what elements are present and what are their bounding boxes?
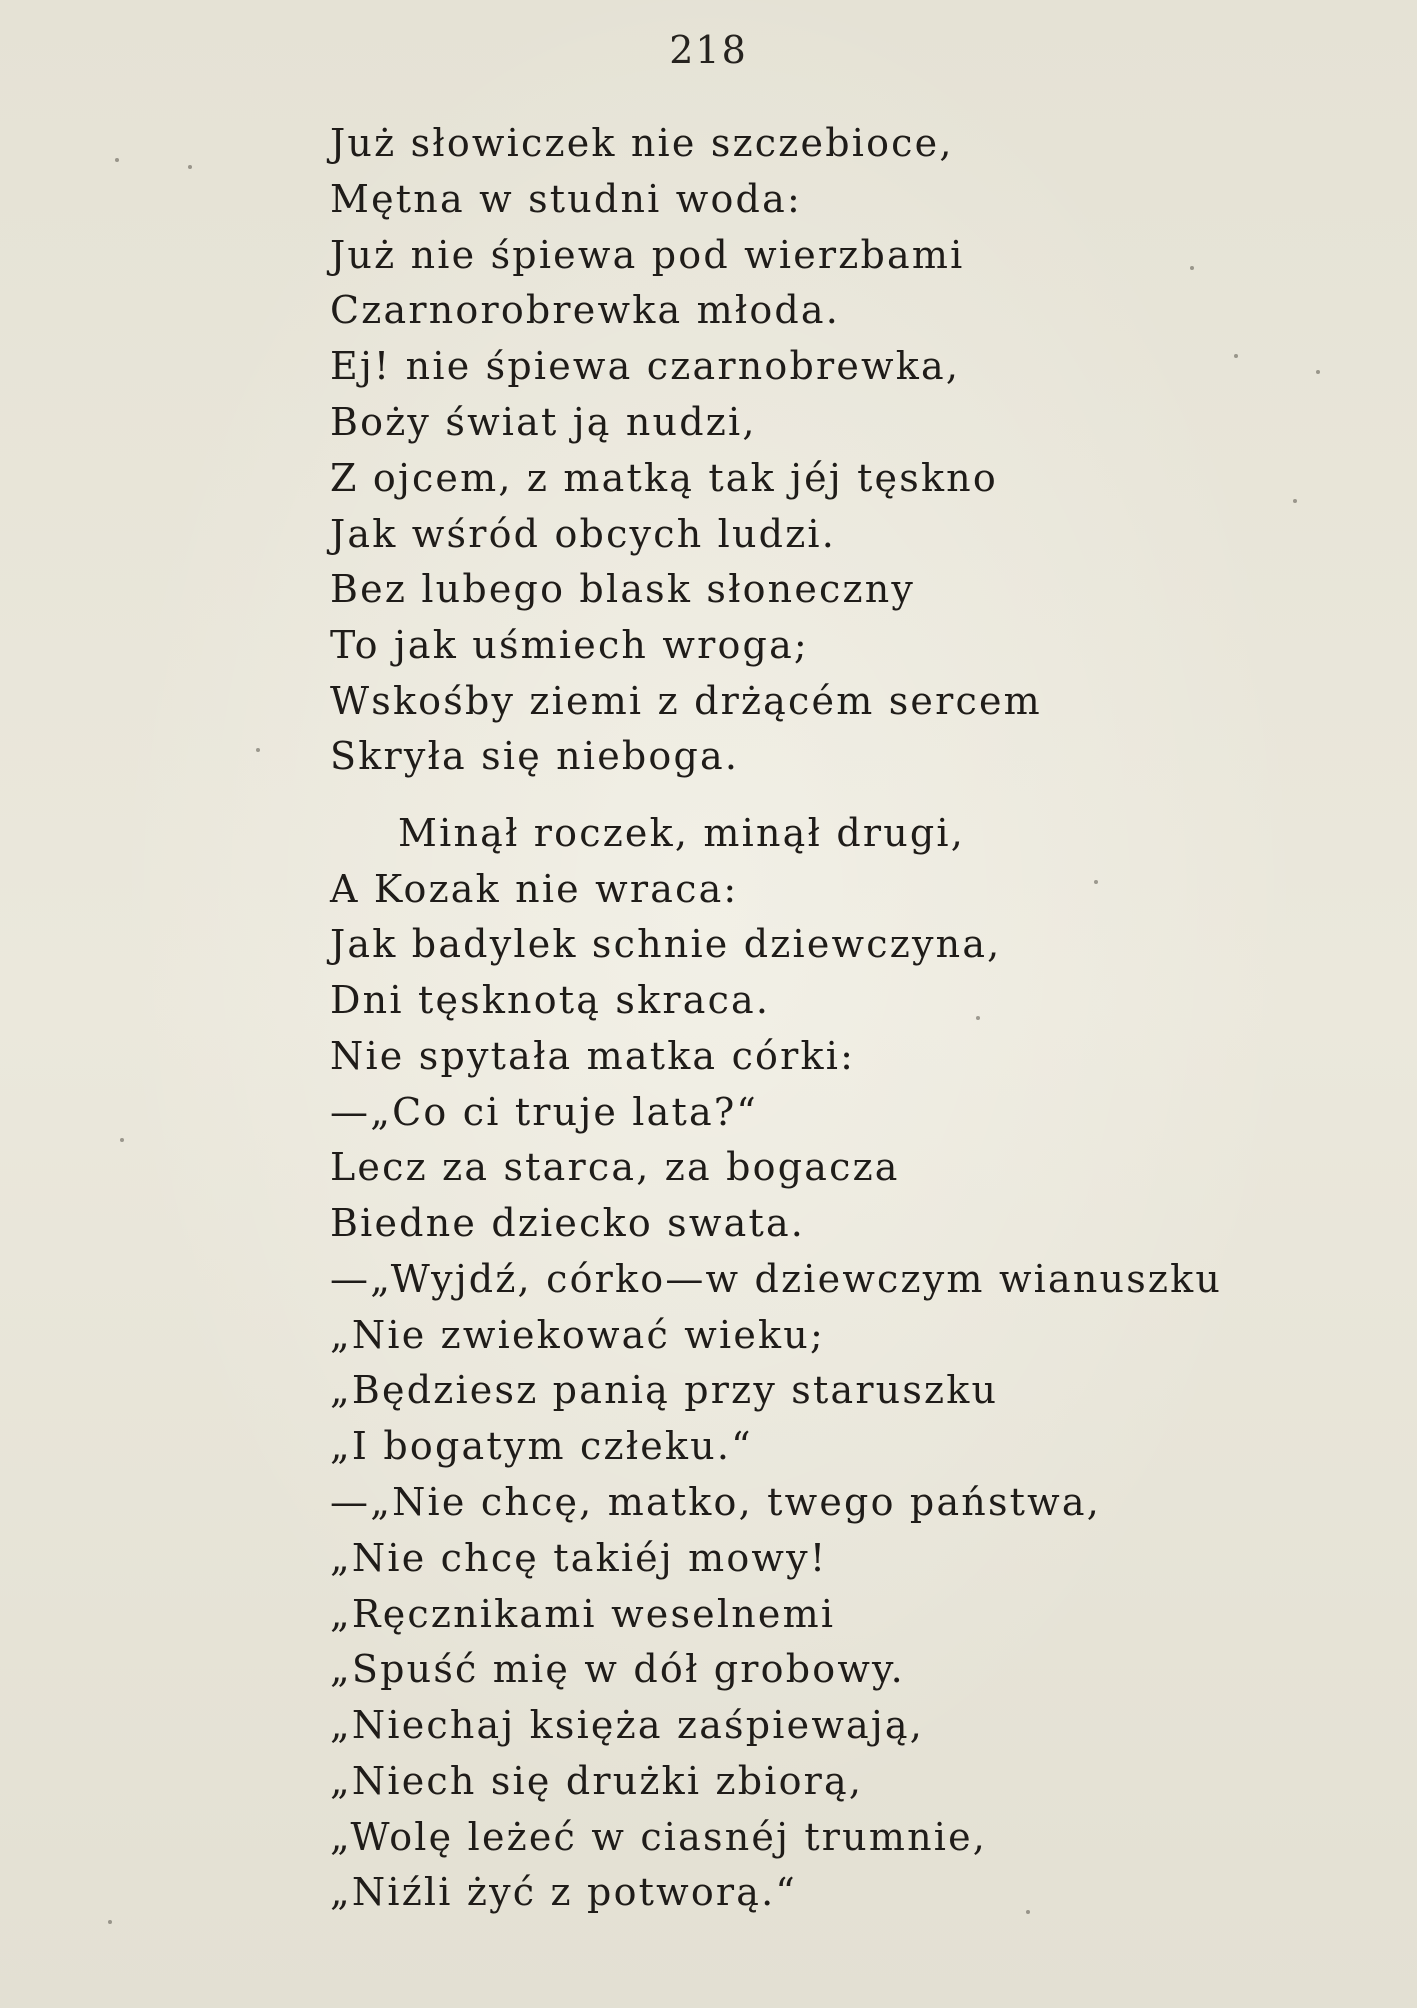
poem-line: Bez lubego blask słoneczny [330, 567, 916, 611]
poem-line: „Niech się drużki zbiorą, [330, 1759, 864, 1803]
paper-speck [1094, 880, 1098, 884]
poem-line: „Nie chcę takiéj mowy! [330, 1536, 828, 1580]
poem-line: Jak badylek schnie dziewczyna, [330, 922, 1002, 966]
poem-line: Nie spytała matka córki: [330, 1034, 856, 1078]
paper-speck [1026, 1910, 1030, 1914]
poem-line: A Kozak nie wraca: [330, 867, 739, 911]
paper-speck [120, 1138, 124, 1142]
poem-line: „Ręcznikami weselnemi [330, 1592, 836, 1636]
poem-line: Ej! nie śpiewa czarnobrewka, [330, 344, 961, 388]
poem-line: „I bogatym człeku.“ [330, 1424, 753, 1468]
poem-line: „Wolę leżeć w ciasnéj trumnie, [330, 1815, 988, 1859]
poem-line: „Spuść mię w dół grobowy. [330, 1647, 905, 1691]
paper-speck [256, 748, 260, 752]
paper-speck [115, 158, 119, 162]
poem-line: Mętna w studni woda: [330, 177, 802, 221]
paper-speck [188, 165, 192, 169]
poem-line: —„Nie chcę, matko, twego państwa, [330, 1480, 1102, 1524]
poem-line: Wskośby ziemi z drżącém sercem [330, 679, 1042, 723]
poem-line: Skryła się nieboga. [330, 734, 740, 778]
poem-line: „Będziesz panią przy staruszku [330, 1368, 999, 1412]
poem-line: Już nie śpiewa pod wierzbami [330, 233, 965, 277]
poem-line: Lecz za starca, za bogacza [330, 1145, 900, 1189]
poem-line: To jak uśmiech wroga; [330, 623, 809, 667]
poem-line: Biedne dziecko swata. [330, 1201, 806, 1245]
poem-line: Czarnorobrewka młoda. [330, 288, 841, 332]
poem-line: „Niechaj księża zaśpiewają, [330, 1703, 925, 1747]
paper-speck [1316, 370, 1320, 374]
page-number: 218 [669, 28, 748, 72]
paper-speck [108, 1920, 112, 1924]
paper-speck [1293, 499, 1297, 503]
paper-speck [976, 1016, 980, 1020]
paper-speck [1234, 354, 1238, 358]
poem-line-stanza-start: Minął roczek, minął drugi, [398, 811, 966, 855]
poem-line: —„Co ci truje lata?“ [330, 1090, 759, 1134]
poem-line: Dni tęsknotą skraca. [330, 978, 771, 1022]
poem-line: Z ojcem, z matką tak jéj tęskno [330, 456, 998, 500]
poem-line: „Niźli żyć z potworą.“ [330, 1870, 798, 1914]
poem-line: Już słowiczek nie szczebioce, [330, 121, 954, 165]
poem-line: Boży świat ją nudzi, [330, 400, 757, 444]
poem-line: —„Wyjdź, córko—w dziewczym wianuszku [330, 1257, 1223, 1301]
poem-line: „Nie zwiekować wieku; [330, 1313, 825, 1357]
paper-speck [1190, 266, 1194, 270]
poem-line: Jak wśród obcych ludzi. [330, 512, 837, 556]
